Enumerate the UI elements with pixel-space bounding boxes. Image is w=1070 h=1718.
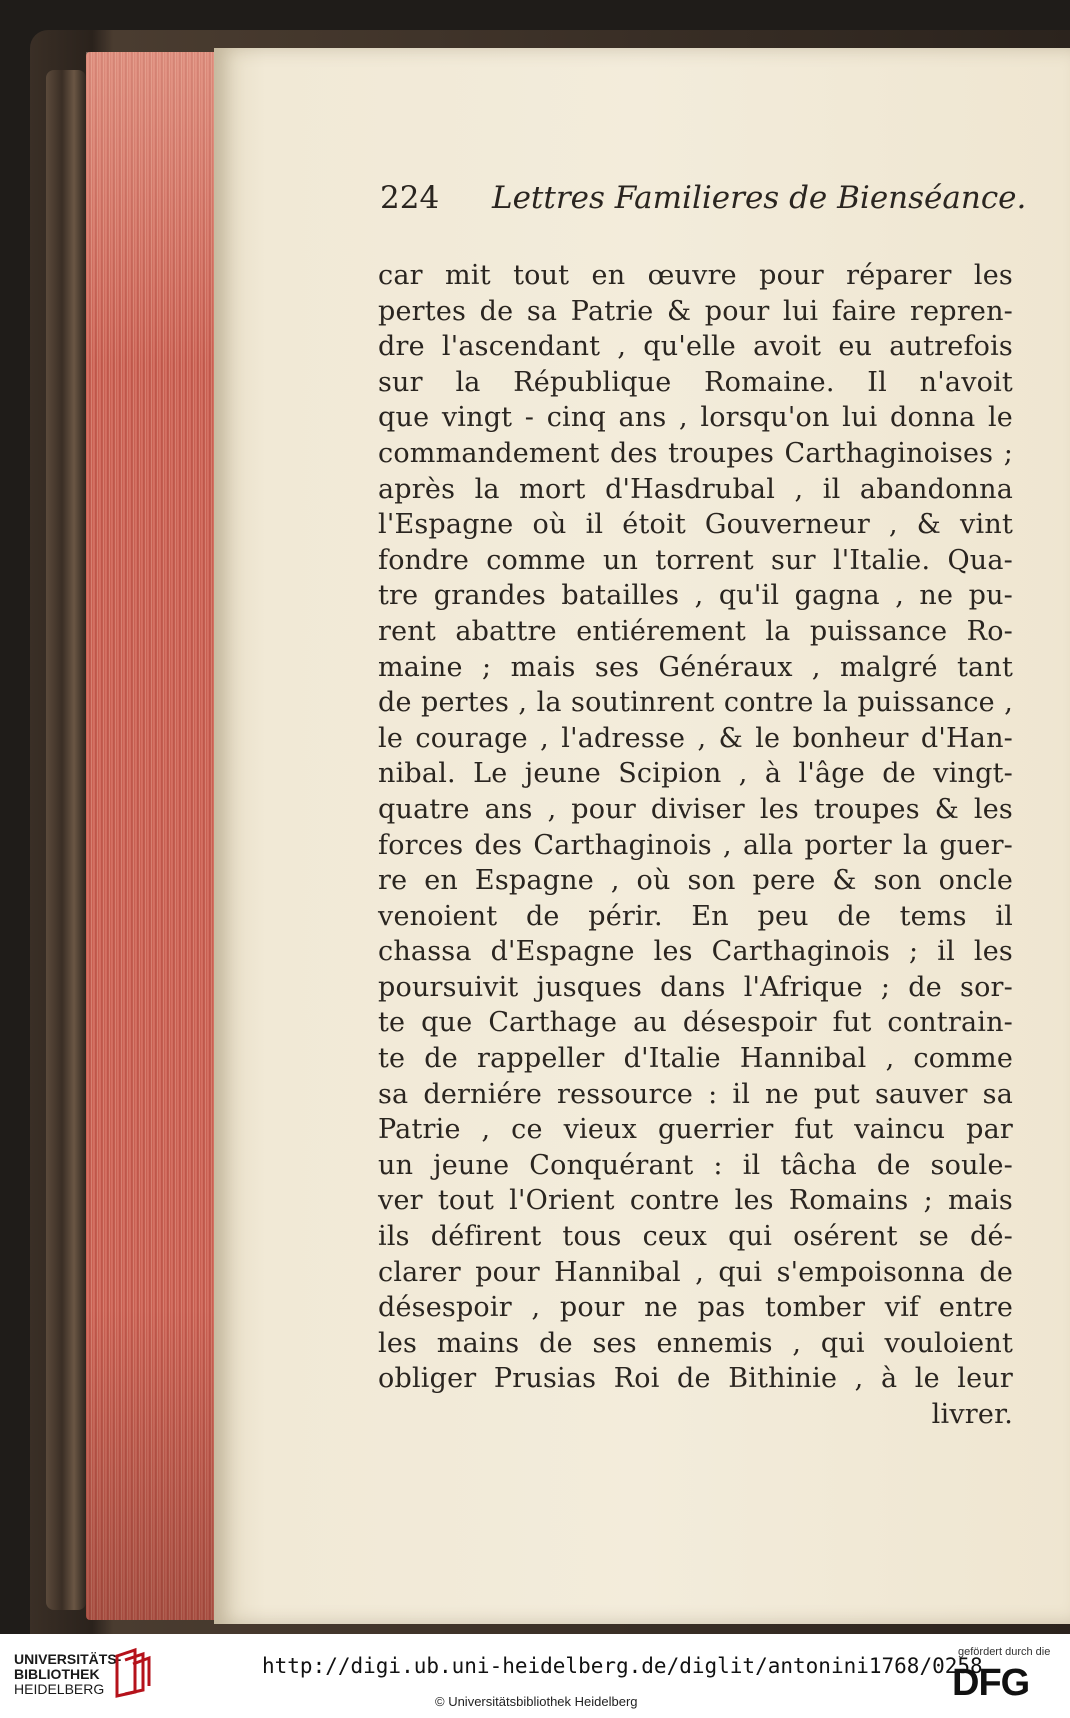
text-line: forces des Carthaginois , alla porter la guer- <box>378 829 1013 861</box>
text-line: désespoir , pour ne pas tomber vif entre <box>378 1292 1013 1324</box>
text-line: pertes de sa Patrie & pour lui faire repren- <box>378 295 1013 327</box>
text-line: te que Carthage au désespoir fut contrain- <box>378 1007 1013 1039</box>
text-line: sa derniére ressource : il ne put sauver sa <box>378 1078 1013 1110</box>
page-header <box>380 178 1027 228</box>
text-line: obliger Prusias Roi de Bithinie , à le leur <box>378 1363 1013 1395</box>
text-line: le courage , l'adresse , & le bonheur d'Han- <box>378 722 1013 754</box>
page-number: 224 <box>380 180 440 216</box>
text-line: te de rappeller d'Italie Hannibal , comme <box>378 1043 1013 1075</box>
library-name-line: BIBLIOTHEK <box>14 1666 100 1682</box>
viewer-footer <box>0 1634 1070 1718</box>
text-line: clarer pour Hannibal , qui s'empoisonna de <box>378 1256 1013 1288</box>
text-line: l'Espagne où il étoit Gouverneur , & vint <box>378 509 1013 541</box>
permalink-url[interactable]: http://digi.ub.uni-heidelberg.de/diglit/antonini1768/0258 <box>262 1654 983 1678</box>
text-line: maine ; mais ses Généraux , malgré tant <box>378 651 1013 683</box>
text-line: ils défirent tous ceux qui osérent se dé- <box>378 1221 1013 1253</box>
text-line: quatre ans , pour diviser les troupes & les <box>378 793 1013 825</box>
text-line: après la mort d'Hasdrubal , il abandonna <box>378 473 1013 505</box>
catchword: livrer. <box>931 1399 1013 1430</box>
text-line: que vingt - cinq ans , lorsqu'on lui donna le <box>378 402 1013 434</box>
body-text <box>378 258 1013 1433</box>
text-line: commandement des troupes Carthaginoises ; <box>378 437 1013 469</box>
library-name-line: HEIDELBERG <box>14 1681 105 1697</box>
text-line: Patrie , ce vieux guerrier fut vaincu par <box>378 1114 1013 1146</box>
library-name-line: UNIVERSITÄTS- <box>14 1651 122 1667</box>
text-line: un jeune Conquérant : il tâcha de soule- <box>378 1149 1013 1181</box>
text-line: chassa d'Espagne les Carthaginois ; il les <box>378 936 1013 968</box>
text-line: poursuivit jusques dans l'Afrique ; de sor- <box>378 971 1013 1003</box>
text-line: de pertes , la soutinrent contre la puissance , <box>378 687 1013 719</box>
leather-spine-edge <box>46 70 86 1610</box>
text-line: ver tout l'Orient contre les Romains ; mais <box>378 1185 1013 1217</box>
copyright-notice: © Universitätsbibliothek Heidelberg <box>435 1694 638 1709</box>
text-line: venoient de périr. En peu de tems il <box>378 900 1013 932</box>
text-line: nibal. Le jeune Scipion , à l'âge de vingt- <box>378 758 1013 790</box>
funded-by-label: gefördert durch die <box>958 1646 1051 1658</box>
text-line: fondre comme un torrent sur l'Italie. Qua- <box>378 544 1013 576</box>
running-title: Lettres Familieres de Bienséance. <box>492 180 1027 216</box>
dfg-logo[interactable]: DFG <box>952 1662 1030 1704</box>
library-name[interactable] <box>14 1652 121 1697</box>
red-page-edges <box>86 52 214 1620</box>
text-line: car mit tout en œuvre pour réparer les <box>378 260 1013 291</box>
library-logo-icon <box>113 1646 153 1698</box>
text-line: re en Espagne , où son pere & son oncle <box>378 865 1013 897</box>
text-line: dre l'ascendant , qu'elle avoit eu autrefois <box>378 331 1013 363</box>
text-line: tre grandes batailles , qu'il gagna , ne pu- <box>378 580 1013 612</box>
text-line: sur la République Romaine. Il n'avoit <box>378 366 1013 398</box>
text-line: les mains de ses ennemis , qui vouloient <box>378 1327 1013 1359</box>
text-line: rent abattre entiérement la puissance Ro- <box>378 615 1013 647</box>
